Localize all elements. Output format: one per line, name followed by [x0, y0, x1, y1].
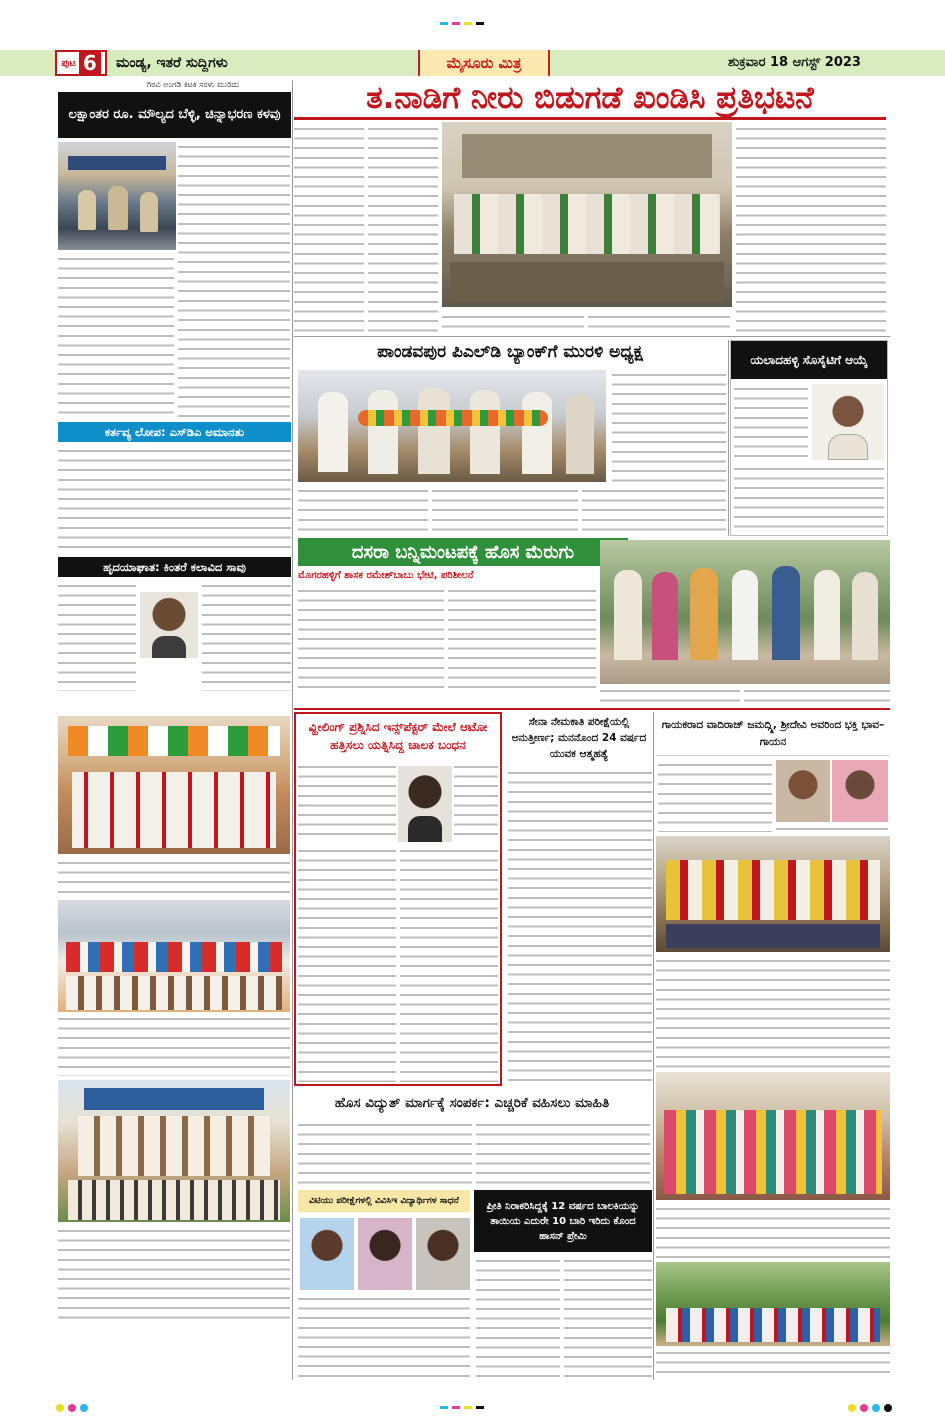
issue-date: ಶುಕ್ರವಾರ 18 ಆಗಸ್ಟ್ 2023	[728, 55, 861, 70]
color-bar	[440, 22, 448, 25]
artist-portrait	[140, 592, 198, 658]
dasara-body-caption-right	[744, 686, 890, 704]
dasara-body-col1	[298, 586, 444, 690]
tree-planting-caption	[656, 1348, 890, 1380]
dasara-body-caption-left	[600, 686, 740, 704]
college-building-photo	[58, 1080, 290, 1222]
page-label: ಪುಟ	[61, 57, 76, 69]
pld-photo	[298, 370, 606, 482]
section-rule	[294, 336, 890, 337]
theft-body	[178, 142, 290, 292]
protest-body-col3	[442, 312, 584, 334]
dasara-photo	[600, 540, 890, 684]
dasara-subhead: ಮೊಗರಹಳ್ಳಿಗೆ ಶಾಸಕ ರಮೇಶ್‌ಬಾಬು ಭೇಟಿ, ಪರಿಶೀಲನೆ	[298, 570, 474, 581]
student-photo-1	[300, 1218, 354, 1290]
protest-photo	[442, 122, 732, 307]
women-group-photo	[656, 1072, 890, 1200]
dasara-headline: ದಸರಾ ಬನ್ನಿಮಂಟಪಕ್ಕೆ ಹೊಸ ಮೆರುಗು	[298, 538, 628, 566]
accused-portrait	[398, 766, 452, 842]
ceremony-photo	[656, 836, 890, 952]
heart-body-right	[202, 581, 291, 691]
police-photo	[58, 142, 176, 250]
student-photo-2	[358, 1218, 412, 1290]
duty-body	[58, 446, 291, 554]
column-rule	[653, 712, 654, 1380]
member-portrait	[812, 384, 884, 460]
students-books-photo	[58, 900, 290, 1012]
tree-planting-photo	[656, 1262, 890, 1346]
yaladahalli-headline: ಯಲಾದಹಳ್ಳಿ ಸೊಸೈಟಿಗೆ ಆಯ್ಕೆ	[731, 341, 887, 379]
column-rule	[728, 340, 729, 536]
color-bar	[452, 1406, 460, 1409]
masthead: ಮೈಸೂರು ಮಿತ್ರ	[418, 50, 550, 76]
color-bar	[476, 22, 484, 25]
color-bar	[452, 22, 460, 25]
theft-kicker: ಗಿರವಿ ಅಂಗಡಿ ಕಿಟಕಿ ಸರಳು ಮುರಿದು	[146, 80, 240, 89]
singer-body-lower	[656, 956, 890, 1068]
pld-body-col3	[582, 486, 726, 534]
registration-dot	[848, 1404, 856, 1412]
duty-headline: ಕರ್ತವ್ಯ ಲೋಪ: ಎಸ್‌ಡಿಎ ಅಮಾನತು	[58, 422, 291, 442]
protest-headline: ತ.ನಾಡಿಗೆ ನೀರು ಬಿಡುಗಡೆ ಖಂಡಿಸಿ ಪ್ರತಿಭಟನೆ	[294, 80, 886, 120]
wheeling-body-col4	[400, 846, 498, 1082]
heart-headline: ಹೃದಯಾಘಾತ: ಕಿಂತರೆ ಕಲಾವಿದ ಸಾವು	[58, 557, 291, 577]
wheeling-body-col2	[454, 762, 498, 840]
protest-body-col5	[736, 124, 886, 334]
students-caption	[58, 1014, 290, 1076]
theft-body-3	[178, 296, 290, 420]
section-title: ಮಂಡ್ಯ, ಇತರೆ ಸುದ್ದಿಗಳು	[116, 55, 228, 71]
pld-body-col1	[298, 486, 428, 534]
registration-dot	[56, 1404, 64, 1412]
wheeling-headline: ವ್ಹೀಲಿಂಗ್ ಪ್ರಶ್ನಿಸಿದ ಇನ್ಸ್‌ಪೆಕ್ಟರ್ ಮೇಲೆ ಆಟೋ ಹತ್ತಿಸಲು ಯತ್ನಿಸಿದ್ದ ಚಾಲಕ ಬಂಧನ	[308, 720, 488, 752]
color-bar	[464, 22, 472, 25]
singer-female-photo	[832, 760, 888, 822]
wheeling-body-col3	[298, 846, 396, 1082]
power-body-col2	[476, 1120, 650, 1186]
registration-dot	[80, 1404, 88, 1412]
power-body-col1	[298, 1120, 472, 1186]
color-bar	[440, 1406, 448, 1409]
pld-body-col2	[432, 486, 578, 534]
protest-body-col1	[294, 124, 364, 332]
singer-body	[658, 760, 772, 832]
page-number-badge	[55, 50, 107, 76]
school-parade-photo	[58, 716, 290, 854]
color-bar	[464, 1406, 472, 1409]
heart-body-left	[58, 581, 136, 691]
dasara-body-col2	[448, 586, 596, 690]
love-headline: ಪ್ರೀತಿ ನಿರಾಕರಿಸಿದ್ದಕ್ಕೆ 12 ವರ್ಷದ ಬಾಲಕಿಯನ್ನು ತಾಯಿಯ ಎದುರೇ 10 ಬಾರಿ ಇರಿದು ಕೊಂದ ಹಾಸನ್ ಪ್ರೇಮಿ	[474, 1190, 652, 1252]
yaladahalli-body-top	[734, 384, 808, 460]
theft-body-2	[58, 254, 174, 420]
registration-dot	[68, 1404, 76, 1412]
women-group-caption	[656, 1204, 890, 1260]
color-bar	[476, 1406, 484, 1409]
singer-caption	[776, 824, 888, 834]
college-caption	[58, 1226, 290, 1326]
protest-body-col4	[588, 312, 730, 334]
power-headline: ಹೊಸ ವಿದ್ಯುತ್ ಮಾರ್ಗಕ್ಕೆ ಸಂಪರ್ಕ: ಎಚ್ಚರಿಕೆ ವಹಿಸಲು ಮಾಹಿತಿ	[334, 1095, 610, 1111]
singer-male-photo	[776, 760, 830, 822]
army-body	[508, 768, 652, 1084]
registration-dot	[884, 1404, 892, 1412]
yaladahalli-body	[734, 464, 884, 534]
singer-headline: ಗಾಯಕರಾದ ವಾದಿರಾಜ್ ಜಮದ್ಗ್ನಿ, ಶ್ರೀದೇವಿ ಅವರಿಂದ ಭಕ್ತಿ ಭಾವ– ಗಾಯನ	[656, 712, 890, 756]
theft-headline: ಲಕ್ಷಾಂತರ ರೂ. ಮೌಲ್ಯದ ಬೆಳ್ಳಿ, ಚಿನ್ನಾಭರಣ ಕಳವು	[58, 92, 291, 138]
love-body-col2	[564, 1256, 652, 1380]
student-photo-3	[416, 1218, 470, 1290]
registration-dot	[872, 1404, 880, 1412]
column-rule	[292, 80, 293, 1380]
school-caption	[58, 858, 290, 896]
pld-headline: ಪಾಂಡವಪುರ ಪಿಎಲ್‌ಡಿ ಬ್ಯಾಂಕ್‌ಗೆ ಮುರಳಿ ಅಧ್ಯಕ್ಷ	[377, 342, 643, 362]
protest-body-col2	[368, 124, 438, 332]
exam-headline: ವಿಟಿಯು ಪರೀಕ್ಷೆಗಳಲ್ಲಿ ವಿವಿಸಿಇ ವಿದ್ಯಾರ್ಥಿಗಳ ಸಾಧನೆ	[298, 1190, 470, 1212]
pld-body-right-top	[612, 370, 726, 482]
exam-body	[298, 1294, 470, 1380]
wheeling-body-col1	[298, 762, 396, 840]
registration-dot	[860, 1404, 868, 1412]
army-headline: ಸೇನಾ ನೇಮಕಾತಿ ಪರೀಕ್ಷೆಯಲ್ಲಿ ಅನುತ್ತೀರ್ಣ; ಮನನೊಂದ 24 ವರ್ಷದ ಯುವಕ ಆತ್ಮಹತ್ಯೆ	[511, 716, 647, 760]
love-body-col1	[476, 1256, 560, 1380]
page-number: 6	[79, 52, 101, 74]
section-rule	[294, 708, 890, 710]
